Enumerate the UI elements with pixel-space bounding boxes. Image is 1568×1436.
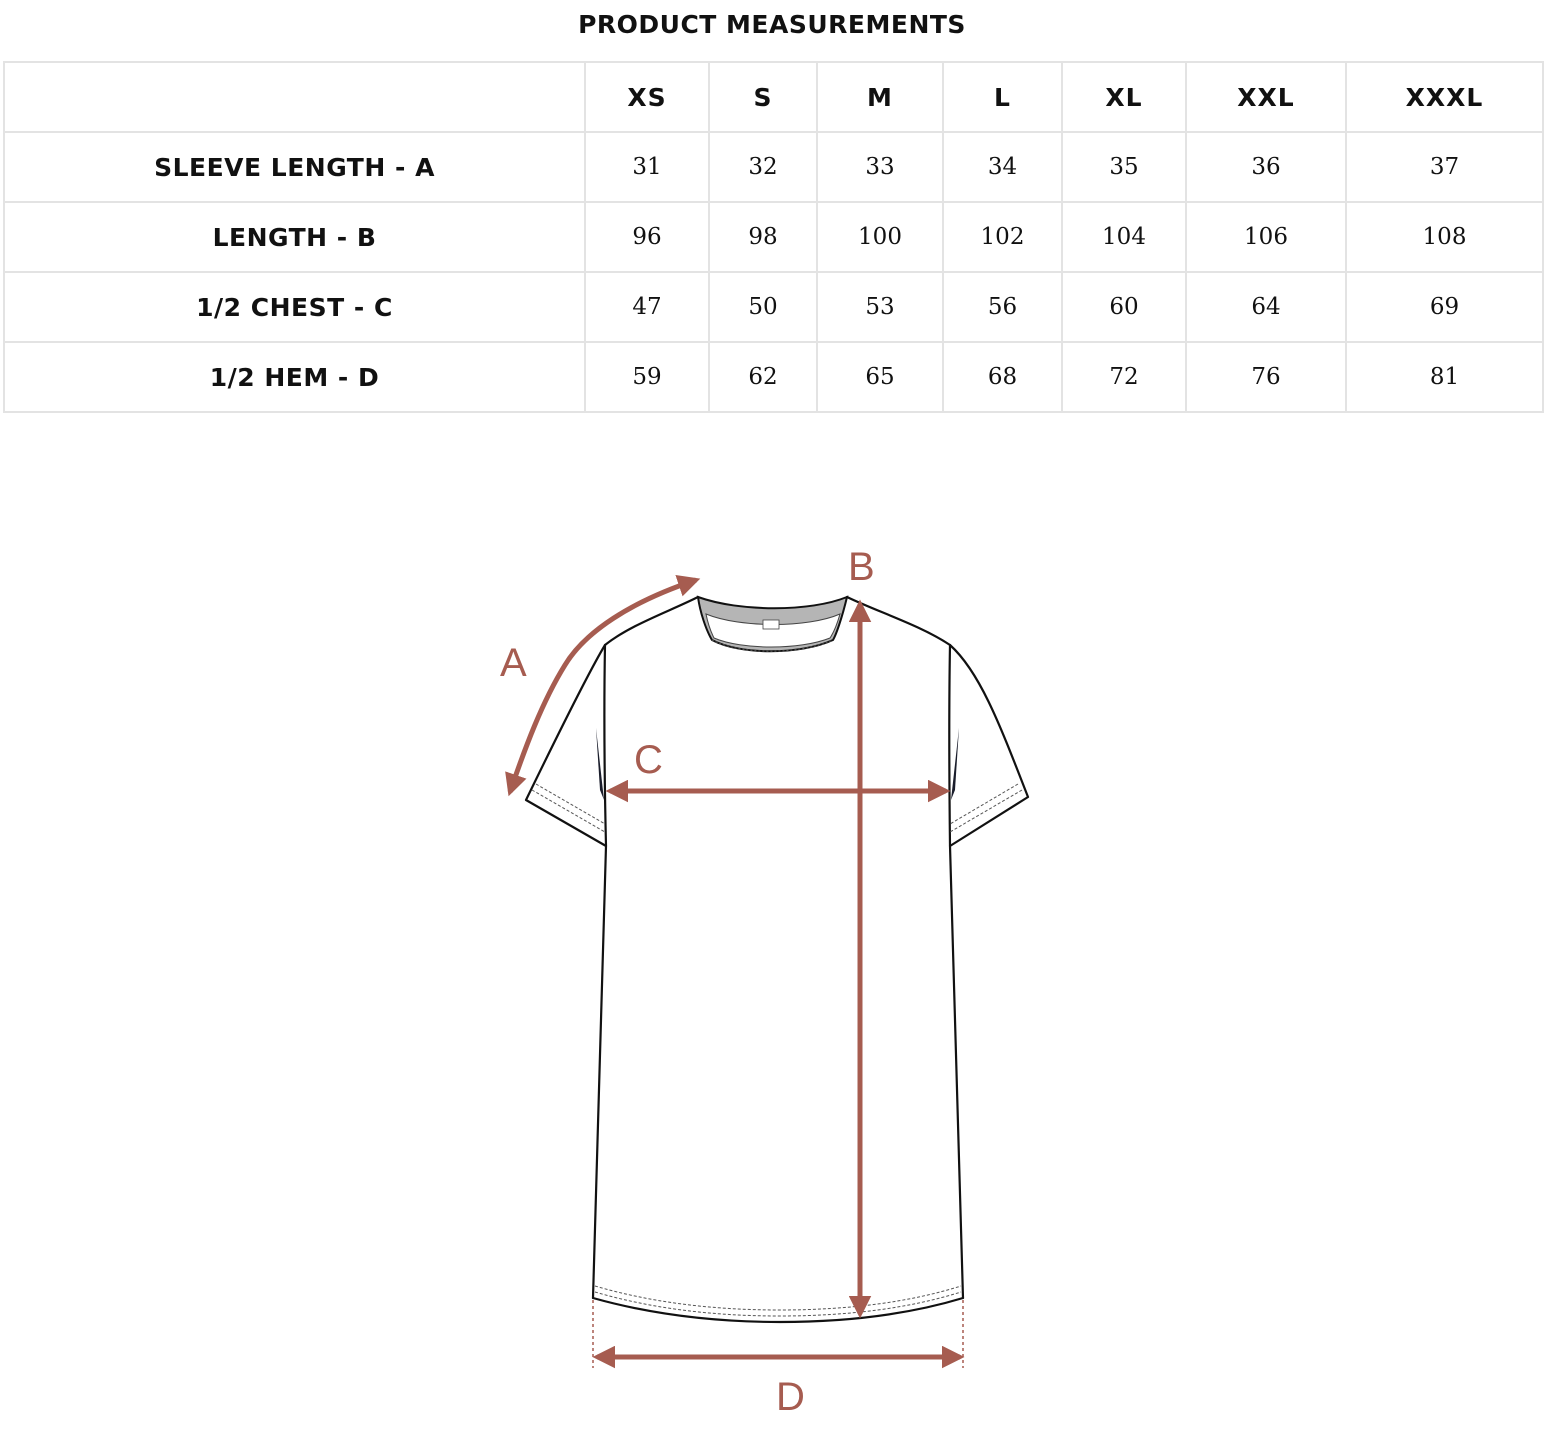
size-header-m: M xyxy=(817,62,943,132)
table-cell: 36 xyxy=(1186,132,1346,202)
table-cell: 47 xyxy=(585,272,709,342)
table-cell: 32 xyxy=(709,132,817,202)
table-cell: 59 xyxy=(585,342,709,412)
table-cell: 96 xyxy=(585,202,709,272)
table-cell: 65 xyxy=(817,342,943,412)
label-b: B xyxy=(848,545,875,589)
label-d: D xyxy=(776,1375,805,1419)
table-cell: 50 xyxy=(709,272,817,342)
size-header-s: S xyxy=(709,62,817,132)
table-cell: 60 xyxy=(1062,272,1186,342)
page-title: PRODUCT MEASUREMENTS xyxy=(578,10,966,39)
row-label-half-chest: 1/2 CHEST - C xyxy=(4,272,585,342)
table-cell: 76 xyxy=(1186,342,1346,412)
table-cell: 33 xyxy=(817,132,943,202)
left-fold-shade xyxy=(596,728,604,800)
size-header-xs: XS xyxy=(585,62,709,132)
table-cell: 108 xyxy=(1346,202,1543,272)
table-cell: 69 xyxy=(1346,272,1543,342)
label-c: C xyxy=(634,738,663,782)
table-cell: 31 xyxy=(585,132,709,202)
row-label-sleeve-length: SLEEVE LENGTH - A xyxy=(4,132,585,202)
right-fold-shade xyxy=(951,728,959,800)
table-cell: 102 xyxy=(943,202,1062,272)
neck-label-tag xyxy=(763,620,779,629)
table-cell: 56 xyxy=(943,272,1062,342)
table-cell: 98 xyxy=(709,202,817,272)
collar xyxy=(698,597,847,651)
row-label-length: LENGTH - B xyxy=(4,202,585,272)
size-header-xxxl: XXXL xyxy=(1346,62,1543,132)
table-cell: 81 xyxy=(1346,342,1543,412)
label-a: A xyxy=(500,641,527,685)
table-cell: 106 xyxy=(1186,202,1346,272)
table-cell: 53 xyxy=(817,272,943,342)
tshirt-outline xyxy=(526,597,1028,1322)
table-cell: 104 xyxy=(1062,202,1186,272)
table-cell: 37 xyxy=(1346,132,1543,202)
table-cell: 64 xyxy=(1186,272,1346,342)
table-cell: 62 xyxy=(709,342,817,412)
size-header-xl: XL xyxy=(1062,62,1186,132)
table-cell: 34 xyxy=(943,132,1062,202)
table-cell: 35 xyxy=(1062,132,1186,202)
size-header-xxl: XXL xyxy=(1186,62,1346,132)
row-label-half-hem: 1/2 HEM - D xyxy=(4,342,585,412)
size-header-l: L xyxy=(943,62,1062,132)
table-cell: 100 xyxy=(817,202,943,272)
table-cell: 72 xyxy=(1062,342,1186,412)
table-cell: 68 xyxy=(943,342,1062,412)
